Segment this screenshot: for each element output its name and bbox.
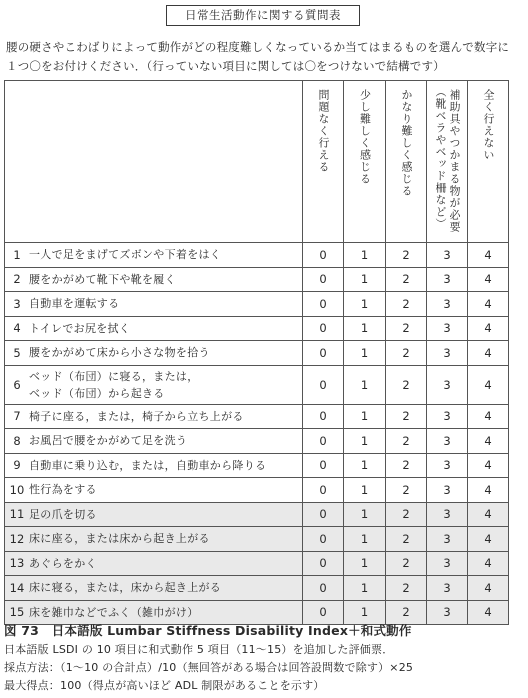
item-header-blank: [5, 81, 303, 243]
score-option-4[interactable]: 4: [468, 527, 509, 552]
score-option-3[interactable]: 3: [427, 267, 468, 292]
question-text: 性行為をする: [29, 483, 97, 497]
score-option-1[interactable]: 1: [344, 404, 386, 429]
question-item: [5, 551, 303, 576]
question-row: [5, 600, 509, 625]
score-option-3[interactable]: 3: [427, 404, 468, 429]
footnote-scoring: 採点方法：（1〜10 の合計点）/10（無回答がある場合は回答設問数で除す）×25: [4, 661, 414, 674]
question-number: 5: [13, 345, 21, 360]
score-option-2[interactable]: 2: [386, 404, 427, 429]
header-score-0: 問題なく行える: [303, 81, 344, 243]
score-option-1[interactable]: 1: [344, 243, 386, 268]
score-option-2[interactable]: 2: [386, 243, 427, 268]
score-option-3[interactable]: 3: [427, 429, 468, 454]
score-option-0[interactable]: 0: [303, 243, 344, 268]
score-option-2[interactable]: 2: [386, 267, 427, 292]
question-number: 15: [9, 605, 25, 620]
question-number: 1: [13, 247, 21, 262]
score-option-4[interactable]: 4: [468, 243, 509, 268]
questionnaire-title: 日常生活動作に関する質問表: [166, 5, 360, 26]
question-row: [5, 243, 509, 268]
question-number: 4: [13, 321, 21, 336]
question-item: [5, 576, 303, 601]
question-text: ベッド（布団）に寝る，または， ベッド（布団）から起きる: [29, 369, 199, 400]
score-option-2[interactable]: 2: [386, 429, 427, 454]
header-score-2: かなり難しく感じる: [386, 81, 427, 243]
question-item: [5, 267, 303, 292]
score-option-4[interactable]: 4: [468, 292, 509, 317]
score-option-1[interactable]: 1: [344, 341, 386, 366]
score-option-1[interactable]: 1: [344, 429, 386, 454]
question-number: 14: [9, 580, 25, 595]
score-option-4[interactable]: 4: [468, 453, 509, 478]
question-text: あぐらをかく: [29, 556, 97, 570]
question-row: [5, 341, 509, 366]
question-item: [5, 316, 303, 341]
score-option-4[interactable]: 4: [468, 341, 509, 366]
score-option-2[interactable]: 2: [386, 341, 427, 366]
question-text: 一人で足をまげてズボンや下着をはく: [29, 248, 222, 262]
score-option-1[interactable]: 1: [344, 365, 386, 404]
score-option-3[interactable]: 3: [427, 551, 468, 576]
score-option-1[interactable]: 1: [344, 576, 386, 601]
question-row: [5, 429, 509, 454]
score-option-0[interactable]: 0: [303, 365, 344, 404]
question-item: [5, 404, 303, 429]
header-row: [5, 81, 509, 243]
question-item: [5, 243, 303, 268]
score-option-1[interactable]: 1: [344, 600, 386, 625]
question-text: 自動車を運転する: [29, 297, 120, 311]
score-option-1[interactable]: 1: [344, 453, 386, 478]
score-option-3[interactable]: 3: [427, 600, 468, 625]
score-option-1[interactable]: 1: [344, 292, 386, 317]
score-option-3[interactable]: 3: [427, 316, 468, 341]
score-option-0[interactable]: 0: [303, 527, 344, 552]
question-row: [5, 502, 509, 527]
score-option-2[interactable]: 2: [386, 478, 427, 503]
question-number: 10: [9, 482, 25, 497]
score-option-4[interactable]: 4: [468, 365, 509, 404]
question-item: [5, 341, 303, 366]
score-option-0[interactable]: 0: [303, 316, 344, 341]
figure-caption: 図 73 日本語版 Lumbar Stiffness Disability Index＋和式動作: [4, 623, 412, 638]
questionnaire-table: [4, 80, 509, 625]
question-number: 12: [9, 531, 25, 546]
score-option-3[interactable]: 3: [427, 478, 468, 503]
score-option-2[interactable]: 2: [386, 365, 427, 404]
score-option-1[interactable]: 1: [344, 267, 386, 292]
score-option-3[interactable]: 3: [427, 453, 468, 478]
score-option-0[interactable]: 0: [303, 478, 344, 503]
score-option-4[interactable]: 4: [468, 502, 509, 527]
header-score-3: 補助具やつかまる物が必要 （靴ベラやベッド柵など）: [427, 81, 468, 243]
score-option-3[interactable]: 3: [427, 341, 468, 366]
question-row: [5, 551, 509, 576]
question-row: [5, 267, 509, 292]
score-option-2[interactable]: 2: [386, 527, 427, 552]
score-option-2[interactable]: 2: [386, 292, 427, 317]
score-option-2[interactable]: 2: [386, 316, 427, 341]
score-option-0[interactable]: 0: [303, 429, 344, 454]
question-number: 11: [9, 507, 25, 522]
question-text: 椅子に座る，または，椅子から立ち上がる: [29, 409, 244, 423]
question-number: 13: [9, 556, 25, 571]
question-row: [5, 527, 509, 552]
score-option-1[interactable]: 1: [344, 478, 386, 503]
question-text: トイレでお尻を拭く: [29, 321, 131, 335]
score-option-2[interactable]: 2: [386, 576, 427, 601]
score-option-1[interactable]: 1: [344, 551, 386, 576]
score-option-2[interactable]: 2: [386, 600, 427, 625]
score-option-0[interactable]: 0: [303, 341, 344, 366]
question-row: [5, 292, 509, 317]
instruction-line: １つ〇をお付けください．（行っていない項目に関しては〇をつけないで結構です）: [6, 59, 445, 73]
score-option-1[interactable]: 1: [344, 316, 386, 341]
score-option-0[interactable]: 0: [303, 502, 344, 527]
question-number: 7: [13, 409, 21, 424]
question-row: [5, 316, 509, 341]
question-number: 8: [13, 433, 21, 448]
score-option-0[interactable]: 0: [303, 600, 344, 625]
question-row: [5, 478, 509, 503]
score-option-4[interactable]: 4: [468, 576, 509, 601]
question-row: [5, 576, 509, 601]
question-text: 腰をかがめて床から小さな物を拾う: [29, 346, 210, 360]
question-item: [5, 292, 303, 317]
score-option-3[interactable]: 3: [427, 292, 468, 317]
question-number: 6: [13, 377, 21, 392]
question-item: [5, 527, 303, 552]
question-row: [5, 365, 509, 404]
question-item: [5, 429, 303, 454]
question-item: [5, 478, 303, 503]
score-option-3[interactable]: 3: [427, 502, 468, 527]
score-option-3[interactable]: 3: [427, 576, 468, 601]
footnote-max-score: 最大得点：100（得点が高いほど ADL 制限があることを示す）: [4, 679, 325, 692]
instruction-line: 腰の硬さやこわばりによって動作がどの程度難しくなっているか当てはまるものを選んで数字に: [6, 40, 510, 54]
question-item: [5, 502, 303, 527]
score-option-2[interactable]: 2: [386, 453, 427, 478]
question-item: [5, 365, 303, 404]
question-text: 足の爪を切る: [29, 507, 97, 521]
score-option-4[interactable]: 4: [468, 429, 509, 454]
score-option-4[interactable]: 4: [468, 600, 509, 625]
question-number: 3: [13, 296, 21, 311]
score-option-4[interactable]: 4: [468, 267, 509, 292]
instructions: [6, 38, 522, 76]
question-text: 床を雑巾などでふく（雑巾がけ）: [29, 605, 199, 619]
header-score-1: 少し難しく感じる: [344, 81, 386, 243]
score-option-1[interactable]: 1: [344, 502, 386, 527]
question-number: 9: [13, 458, 21, 473]
score-option-2[interactable]: 2: [386, 551, 427, 576]
question-row: [5, 404, 509, 429]
header-score-4: 全く行えない: [468, 81, 509, 243]
score-option-2[interactable]: 2: [386, 502, 427, 527]
score-option-1[interactable]: 1: [344, 527, 386, 552]
score-option-0[interactable]: 0: [303, 551, 344, 576]
footnote-description: 日本語版 LSDI の 10 項目に和式動作 5 項目（11〜15）を追加した評価票．: [4, 643, 394, 656]
score-option-0[interactable]: 0: [303, 292, 344, 317]
question-text: 床に座る，または床から起き上がる: [29, 532, 210, 546]
score-option-4[interactable]: 4: [468, 316, 509, 341]
question-text: 自動車に乗り込む，または，自動車から降りる: [29, 458, 267, 472]
score-option-0[interactable]: 0: [303, 404, 344, 429]
score-option-4[interactable]: 4: [468, 551, 509, 576]
question-item: [5, 453, 303, 478]
question-number: 2: [13, 272, 21, 287]
question-item: [5, 600, 303, 625]
question-text: 床に寝る，または，床から起き上がる: [29, 581, 222, 595]
question-text: 腰をかがめて靴下や靴を履く: [29, 272, 176, 286]
score-option-3[interactable]: 3: [427, 527, 468, 552]
score-option-4[interactable]: 4: [468, 404, 509, 429]
score-option-0[interactable]: 0: [303, 267, 344, 292]
score-option-0[interactable]: 0: [303, 453, 344, 478]
score-option-3[interactable]: 3: [427, 365, 468, 404]
question-text: お風呂で腰をかがめて足を洗う: [29, 434, 188, 448]
score-option-3[interactable]: 3: [427, 243, 468, 268]
score-option-4[interactable]: 4: [468, 478, 509, 503]
score-option-0[interactable]: 0: [303, 576, 344, 601]
question-row: [5, 453, 509, 478]
